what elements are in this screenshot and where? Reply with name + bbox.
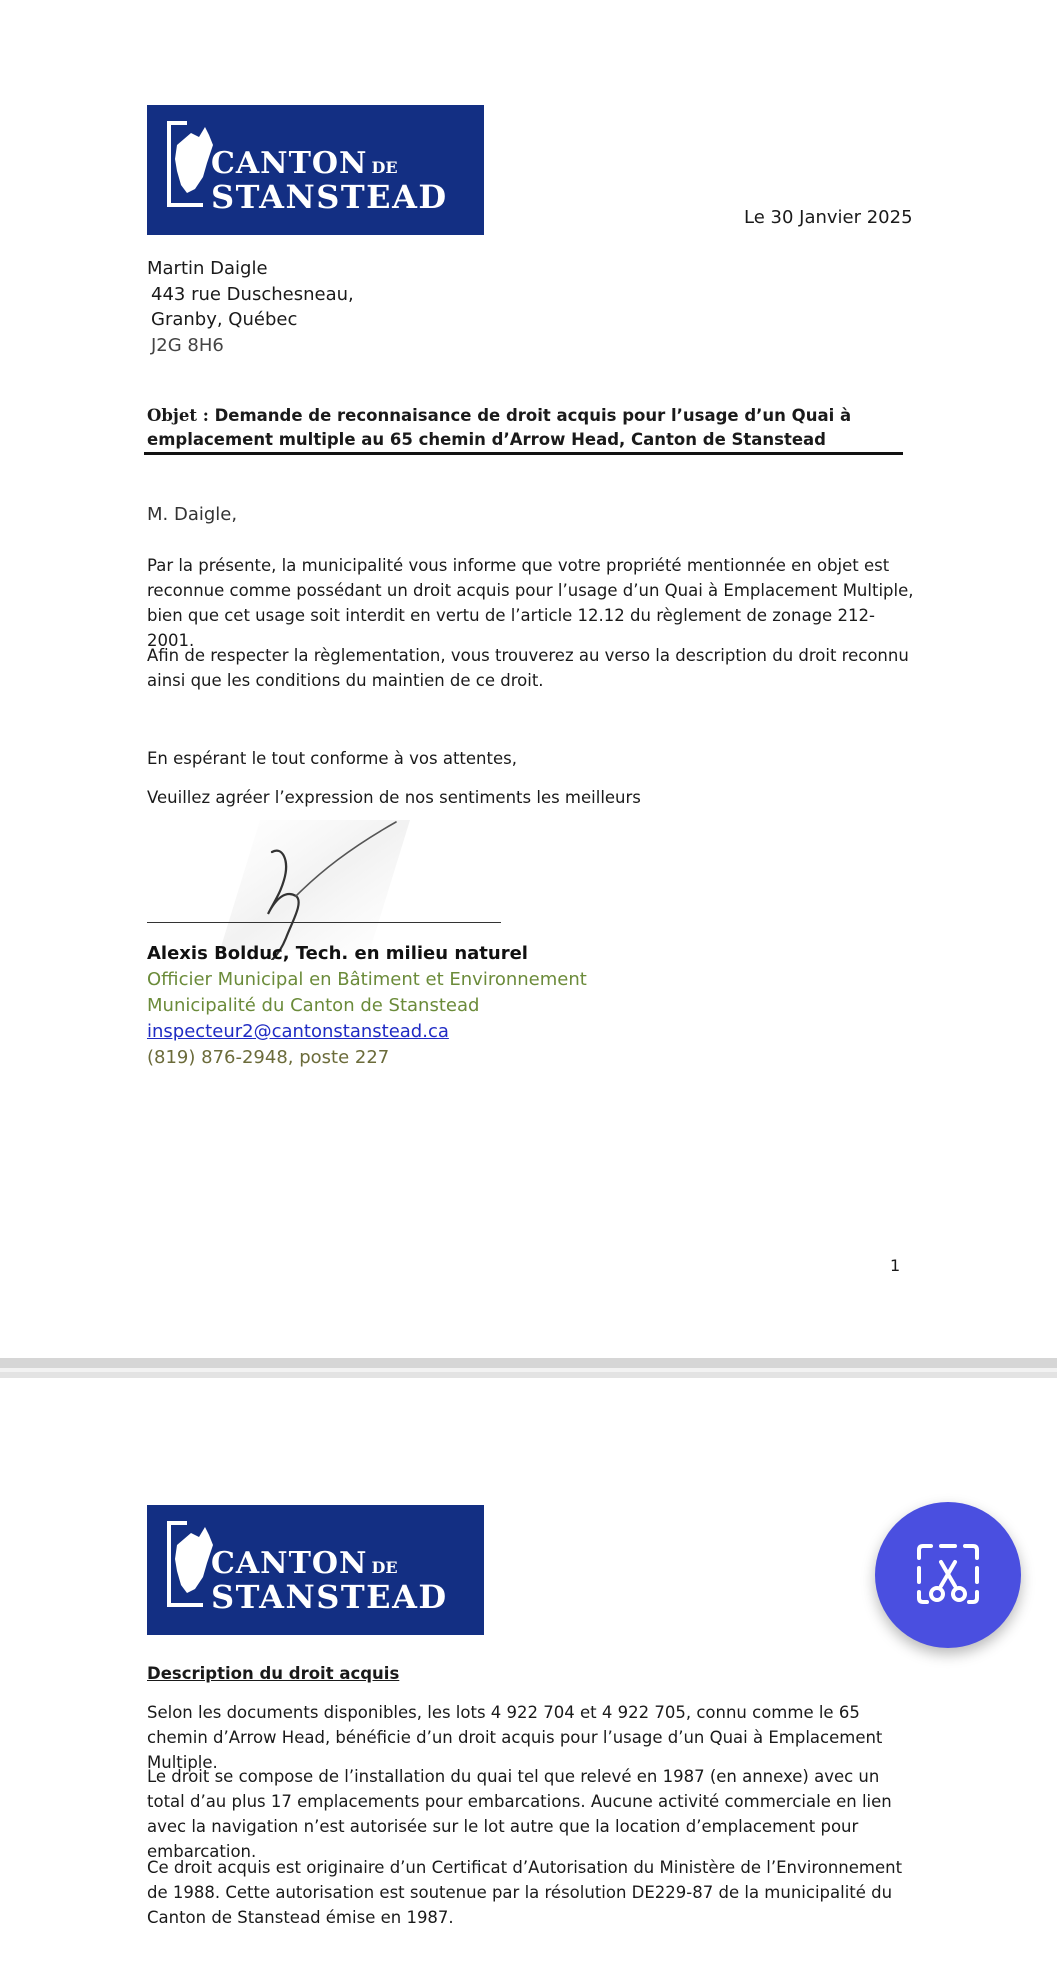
object-text: Demande de reconnaisance de droit acquis pour l’usage d’un Quai à emplacement multiple au 65 chemin d’Arrow Head, Canton de Stanstead: [147, 406, 852, 449]
object-label: Objet :: [147, 406, 209, 425]
recipient-city: Granby, Québec: [151, 309, 298, 330]
section-title: Description du droit acquis: [147, 1664, 400, 1683]
signature-line: [147, 922, 501, 923]
letter-date: Le 30 Janvier 2025: [744, 207, 913, 228]
logo-canton-text: CANTON DE: [211, 1546, 398, 1581]
signatory-phone: (819) 876-2948, poste 227: [147, 1047, 390, 1068]
page-separator: [0, 1358, 1057, 1378]
letter-paragraph: En espérant le tout conforme à vos attentes,: [147, 749, 517, 768]
description-paragraph: Ce droit acquis est originaire d’un Certificat d’Autorisation du Ministère de l’Environnement de 1988. Cette autorisation est soutenue par la résolution DE229-87 de la municipalité du Canton de Stanstead émise en 1987.: [147, 1858, 903, 1927]
signatory-block: [147, 941, 587, 1071]
recipient-street: 443 rue Duschesneau,: [151, 283, 354, 305]
recipient-address: [147, 256, 354, 358]
letter-object: [147, 404, 907, 452]
logo-stanstead-text: STANSTEAD: [211, 1578, 448, 1616]
letter-paragraph: Afin de respecter la règlementation, vous trouverez au verso la description du droit reconnu ainsi que les conditions du maintien de ce droit.: [147, 646, 909, 690]
signatory-organization: Municipalité du Canton de Stanstead: [147, 995, 480, 1016]
description-paragraph: Le droit se compose de l’installation du quai tel que relevé en 1987 (en annexe) avec un total d’au plus 17 emplacements pour embarcations. Aucune activité commerciale en lien avec la navigation n’est autorisée sur le lot autre que la location d’emplacement pour embarcation.: [147, 1767, 892, 1861]
object-underline-divider: [144, 452, 903, 455]
letter-paragraph: Par la présente, la municipalité vous informe que votre propriété mentionnée en objet est reconnue comme possédant un droit acquis pour l’usage d’un Quai à Emplacement Multiple, bien que cet usage soit interdit en vertu de l’article 12.12 du règlement de zonage 212-2001.: [147, 556, 914, 650]
page-number: 1: [890, 1256, 901, 1275]
logo-canton-text: CANTON DE: [211, 146, 398, 181]
signatory-title: Officier Municipal en Bâtiment et Environnement: [147, 969, 587, 990]
salutation: M. Daigle,: [147, 504, 238, 525]
canton-logo: [147, 1505, 484, 1635]
handwritten-signature-icon: [200, 810, 430, 960]
canton-logo: [147, 105, 484, 235]
signatory-email-link[interactable]: inspecteur2@cantonstanstead.ca: [147, 1021, 449, 1042]
logo-stanstead-text: STANSTEAD: [211, 178, 448, 216]
recipient-name: Martin Daigle: [147, 258, 268, 279]
signatory-name: Alexis Bolduc, Tech. en milieu naturel: [147, 943, 528, 964]
letter-paragraph: Veuillez agréer l’expression de nos sentiments les meilleurs: [147, 788, 641, 807]
screenshot-capture-button[interactable]: [875, 1502, 1021, 1648]
description-paragraph: Selon les documents disponibles, les lots 4 922 704 et 4 922 705, connu comme le 65 chemin d’Arrow Head, bénéficie d’un droit acquis pour l’usage d’un Quai à Emplacement Multiple.: [147, 1703, 883, 1772]
screenshot-scissors-icon: [913, 1540, 983, 1610]
recipient-postal: J2G 8H6: [151, 334, 224, 356]
